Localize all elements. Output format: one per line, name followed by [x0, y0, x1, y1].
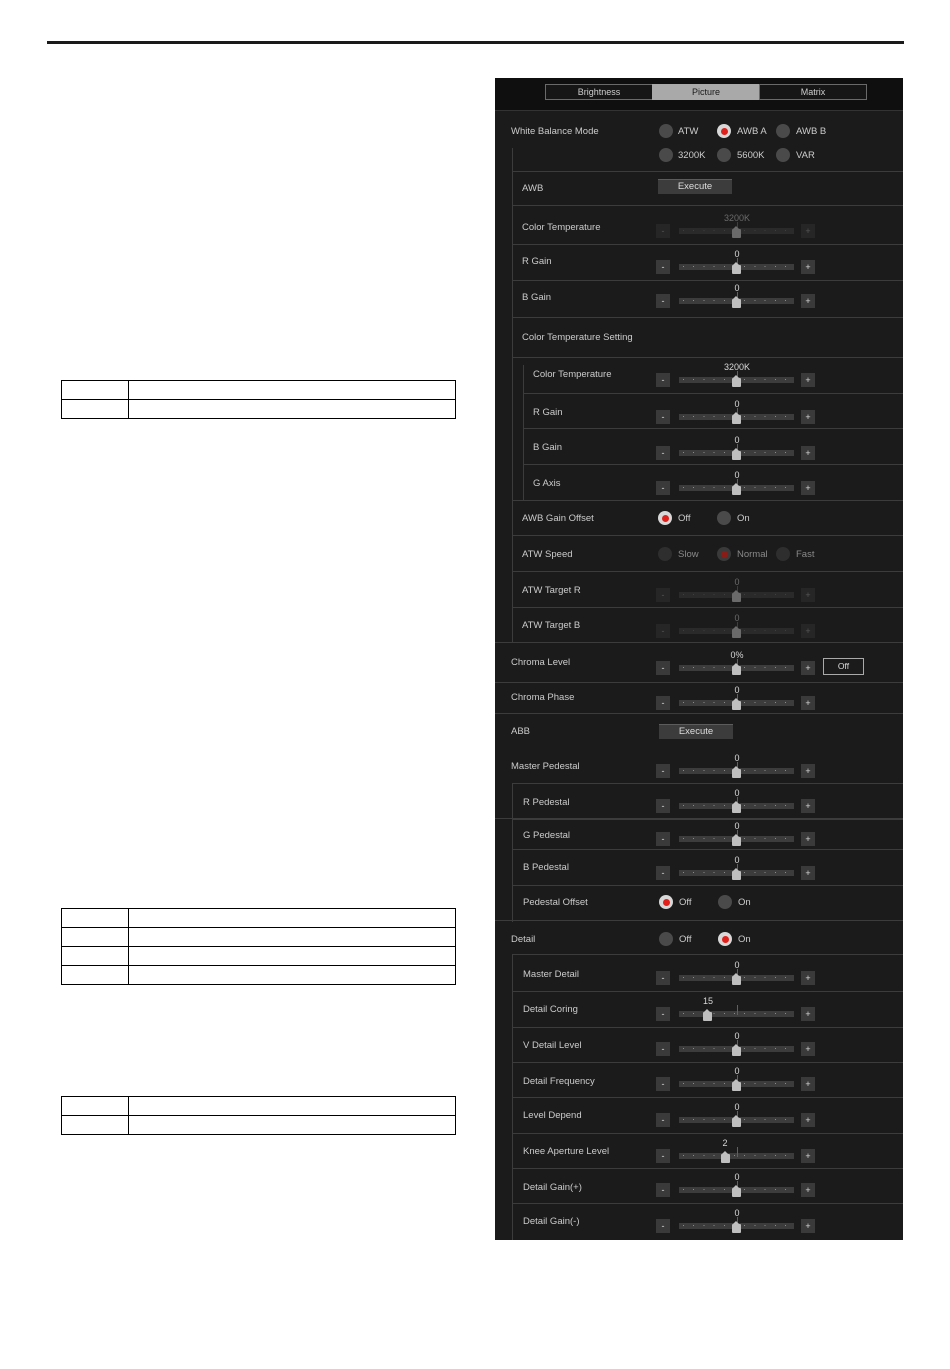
- blank-table-3: [61, 1096, 456, 1135]
- wb-radio-5600k[interactable]: [717, 148, 731, 162]
- wb-radio-awb-a[interactable]: [717, 124, 731, 138]
- color-temperature-plus-button[interactable]: +: [801, 224, 815, 238]
- divider: [495, 642, 903, 643]
- chroma-phase-value: 0: [734, 685, 740, 695]
- detail-label-off: Off: [679, 934, 692, 945]
- atw-speed-label-slow: Slow: [678, 549, 699, 560]
- b-pedestal-minus-button[interactable]: -: [656, 866, 670, 880]
- pedestal-offset-label-on: On: [738, 897, 751, 908]
- divider: [523, 393, 903, 394]
- cts-r-gain-slider-thumb[interactable]: [732, 415, 741, 424]
- divider: [512, 500, 903, 501]
- atw-target-r-plus-button[interactable]: +: [801, 588, 815, 602]
- atw-target-b-label: ATW Target B: [522, 620, 581, 631]
- wb-radio-atw[interactable]: [659, 124, 673, 138]
- chroma-level-slider-thumb[interactable]: [732, 666, 741, 675]
- v-detail-level-minus-button[interactable]: -: [656, 1042, 670, 1056]
- r-pedestal-slider-thumb[interactable]: [732, 804, 741, 813]
- wb-label-var: VAR: [796, 150, 815, 161]
- detail-gain-plus-plus-button[interactable]: +: [801, 1183, 815, 1197]
- indent-guide-wb: [512, 148, 513, 643]
- knee-aperture-level-slider-thumb[interactable]: [721, 1154, 730, 1163]
- divider: [512, 954, 903, 955]
- master-pedestal-value: 0: [734, 753, 740, 763]
- level-depend-value: 0: [734, 1102, 740, 1112]
- tab-matrix[interactable]: Matrix: [759, 84, 867, 100]
- divider: [512, 571, 903, 572]
- divider: [512, 1062, 903, 1063]
- pedestal-offset-radio-on[interactable]: [718, 895, 732, 909]
- abb-execute-button[interactable]: Execute: [659, 724, 733, 739]
- divider: [512, 244, 903, 245]
- chroma-level-minus-button[interactable]: -: [656, 661, 670, 675]
- b-pedestal-slider-thumb[interactable]: [732, 871, 741, 880]
- atw-target-b-minus-button[interactable]: -: [656, 624, 670, 638]
- r-gain-minus-button[interactable]: -: [656, 260, 670, 274]
- awb-label: AWB: [522, 183, 544, 194]
- atw-speed-label-fast: Fast: [796, 549, 815, 560]
- color-temperature-value: 3200K: [723, 213, 751, 223]
- divider: [512, 607, 903, 608]
- cts-g-axis-value: 0: [734, 470, 740, 480]
- divider: [523, 464, 903, 465]
- level-depend-minus-button[interactable]: -: [656, 1113, 670, 1127]
- divider: [512, 535, 903, 536]
- cts-b-gain-plus-button[interactable]: +: [801, 446, 815, 460]
- wb-label-atw: ATW: [678, 126, 699, 137]
- r-pedestal-plus-button[interactable]: +: [801, 799, 815, 813]
- g-pedestal-plus-button[interactable]: +: [801, 832, 815, 846]
- b-gain-slider-thumb[interactable]: [732, 299, 741, 308]
- color-temperature-minus-button[interactable]: -: [656, 224, 670, 238]
- master-pedestal-slider-thumb[interactable]: [732, 769, 741, 778]
- wb-radio-3200k[interactable]: [659, 148, 673, 162]
- detail-gain-plus-label: Detail Gain(+): [523, 1182, 582, 1193]
- cts-r-gain-minus-button[interactable]: -: [656, 410, 670, 424]
- awb-gain-offset-radio-on[interactable]: [717, 511, 731, 525]
- wb-label-5600k: 5600K: [737, 150, 765, 161]
- indent-guide-pedestal: [512, 784, 513, 922]
- atw-target-b-plus-button[interactable]: +: [801, 624, 815, 638]
- divider: [512, 205, 903, 206]
- detail-gain-minus-slider-thumb[interactable]: [732, 1224, 741, 1233]
- cts-g-axis-slider-thumb[interactable]: [732, 486, 741, 495]
- detail-gain-plus-slider-thumb[interactable]: [732, 1188, 741, 1197]
- detail-gain-minus-plus-button[interactable]: +: [801, 1219, 815, 1233]
- awb-gain-offset-label-on: On: [737, 513, 750, 524]
- b-pedestal-value: 0: [734, 855, 740, 865]
- g-pedestal-label: G Pedestal: [523, 830, 570, 841]
- r-gain-value: 0: [734, 249, 740, 259]
- divider: [512, 783, 903, 784]
- cts-r-gain-value: 0: [734, 399, 740, 409]
- color-temperature-label: Color Temperature: [522, 222, 601, 233]
- detail-coring-value: 15: [702, 996, 713, 1006]
- cts-g-axis-plus-button[interactable]: +: [801, 481, 815, 495]
- r-pedestal-value: 0: [734, 788, 740, 798]
- atw-target-r-minus-button[interactable]: -: [656, 588, 670, 602]
- cts-color-temperature-value: 3200K: [723, 362, 751, 372]
- cts-color-temperature-minus-button[interactable]: -: [656, 373, 670, 387]
- detail-coring-slider-thumb[interactable]: [703, 1012, 712, 1021]
- cts-color-temperature-label: Color Temperature: [533, 369, 612, 380]
- divider: [512, 1027, 903, 1028]
- tab-divider: [495, 110, 903, 111]
- cts-g-axis-label: G Axis: [533, 478, 561, 489]
- detail-radio-on[interactable]: [718, 932, 732, 946]
- atw-target-b-value: 0: [734, 613, 740, 623]
- detail-gain-plus-value: 0: [734, 1172, 740, 1182]
- detail-coring-plus-button[interactable]: +: [801, 1007, 815, 1021]
- r-pedestal-minus-button[interactable]: -: [656, 799, 670, 813]
- divider: [495, 818, 903, 819]
- master-detail-value: 0: [734, 960, 740, 970]
- pedestal-offset-label: Pedestal Offset: [523, 897, 588, 908]
- g-pedestal-value: 0: [734, 821, 740, 831]
- chroma-level-plus-button[interactable]: +: [801, 661, 815, 675]
- level-depend-plus-button[interactable]: +: [801, 1113, 815, 1127]
- knee-aperture-level-plus-button[interactable]: +: [801, 1149, 815, 1163]
- detail-frequency-plus-button[interactable]: +: [801, 1077, 815, 1091]
- b-gain-minus-button[interactable]: -: [656, 294, 670, 308]
- v-detail-level-label: V Detail Level: [523, 1040, 582, 1051]
- divider: [512, 849, 903, 850]
- v-detail-level-value: 0: [734, 1031, 740, 1041]
- b-gain-value: 0: [734, 283, 740, 293]
- knee-aperture-level-minus-button[interactable]: -: [656, 1149, 670, 1163]
- master-pedestal-minus-button[interactable]: -: [656, 764, 670, 778]
- master-detail-label: Master Detail: [523, 969, 579, 980]
- r-gain-label: R Gain: [522, 256, 552, 267]
- divider: [523, 428, 903, 429]
- page-header-rule: [47, 41, 904, 44]
- atw-target-r-label: ATW Target R: [522, 585, 581, 596]
- cts-b-gain-minus-button[interactable]: -: [656, 446, 670, 460]
- b-pedestal-plus-button[interactable]: +: [801, 866, 815, 880]
- atw-speed-radio-normal[interactable]: [717, 547, 731, 561]
- chroma-phase-slider-thumb[interactable]: [732, 701, 741, 710]
- r-pedestal-label: R Pedestal: [523, 797, 570, 808]
- wb-label-awb-b: AWB B: [796, 126, 827, 137]
- blank-table-1: [61, 380, 456, 419]
- b-gain-label: B Gain: [522, 292, 552, 303]
- detail-frequency-minus-button[interactable]: -: [656, 1077, 670, 1091]
- blank-table-2: [61, 908, 456, 985]
- detail-gain-minus-value: 0: [734, 1208, 740, 1218]
- atw-target-b-slider-thumb[interactable]: [732, 629, 741, 638]
- white-balance-mode-label: White Balance Mode: [511, 126, 599, 137]
- divider: [512, 280, 903, 281]
- v-detail-level-plus-button[interactable]: +: [801, 1042, 815, 1056]
- divider: [495, 713, 903, 714]
- detail-coring-label: Detail Coring: [523, 1004, 578, 1015]
- atw-speed-label-normal: Normal: [737, 549, 768, 560]
- detail-gain-minus-label: Detail Gain(-): [523, 1216, 580, 1227]
- cts-color-temperature-plus-button[interactable]: +: [801, 373, 815, 387]
- wb-radio-awb-b[interactable]: [776, 124, 790, 138]
- divider: [512, 357, 903, 358]
- master-detail-minus-button[interactable]: -: [656, 971, 670, 985]
- b-pedestal-label: B Pedestal: [523, 862, 569, 873]
- detail-coring-center-mark: [737, 1005, 738, 1015]
- abb-label: ABB: [511, 726, 531, 737]
- divider: [512, 171, 903, 172]
- divider: [512, 991, 903, 992]
- cts-color-temperature-slider-thumb[interactable]: [732, 378, 741, 387]
- color-temperature-slider-thumb[interactable]: [732, 229, 741, 238]
- color-temperature-setting-label: Color Temperature Setting: [522, 332, 633, 343]
- awb-gain-offset-radio-off[interactable]: [658, 511, 672, 525]
- divider: [512, 1168, 903, 1169]
- atw-target-r-slider-thumb[interactable]: [732, 593, 741, 602]
- detail-gain-minus-minus-button[interactable]: -: [656, 1219, 670, 1233]
- master-pedestal-plus-button[interactable]: +: [801, 764, 815, 778]
- atw-speed-label: ATW Speed: [522, 549, 573, 560]
- divider: [512, 1133, 903, 1134]
- awb-gain-offset-label-off: Off: [678, 513, 691, 524]
- detail-coring-minus-button[interactable]: -: [656, 1007, 670, 1021]
- pedestal-offset-radio-off[interactable]: [659, 895, 673, 909]
- knee-aperture-level-label: Knee Aperture Level: [523, 1146, 610, 1157]
- atw-target-r-value: 0: [734, 577, 740, 587]
- r-gain-plus-button[interactable]: +: [801, 260, 815, 274]
- cts-r-gain-plus-button[interactable]: +: [801, 410, 815, 424]
- detail-label-on: On: [738, 934, 751, 945]
- divider: [512, 885, 903, 886]
- chroma-level-value: 0%: [730, 650, 744, 660]
- chroma-level-label: Chroma Level: [511, 657, 571, 668]
- atw-speed-radio-fast[interactable]: [776, 547, 790, 561]
- pedestal-offset-label-off: Off: [679, 897, 692, 908]
- g-pedestal-minus-button[interactable]: -: [656, 832, 670, 846]
- divider: [495, 920, 903, 921]
- detail-radio-off[interactable]: [659, 932, 673, 946]
- knee-aperture-level-center-mark: [737, 1147, 738, 1157]
- tab-picture[interactable]: Picture: [652, 84, 760, 100]
- knee-aperture-level-value: 2: [722, 1138, 728, 1148]
- level-depend-slider-thumb[interactable]: [732, 1118, 741, 1127]
- divider: [495, 682, 903, 683]
- detail-frequency-label: Detail Frequency: [523, 1076, 595, 1087]
- chroma-level-toggle-button[interactable]: Off: [823, 658, 864, 675]
- cts-b-gain-value: 0: [734, 435, 740, 445]
- g-pedestal-slider-thumb[interactable]: [732, 837, 741, 846]
- wb-radio-var[interactable]: [776, 148, 790, 162]
- cts-g-axis-minus-button[interactable]: -: [656, 481, 670, 495]
- divider: [512, 1097, 903, 1098]
- indent-guide-cts: [523, 365, 524, 500]
- cts-b-gain-label: B Gain: [533, 442, 563, 453]
- tab-brightness[interactable]: Brightness: [545, 84, 653, 100]
- detail-frequency-value: 0: [734, 1066, 740, 1076]
- divider: [512, 1203, 903, 1204]
- v-detail-level-slider-thumb[interactable]: [732, 1047, 741, 1056]
- master-detail-plus-button[interactable]: +: [801, 971, 815, 985]
- divider: [512, 317, 903, 318]
- detail-frequency-slider-thumb[interactable]: [732, 1082, 741, 1091]
- master-detail-slider-thumb[interactable]: [732, 976, 741, 985]
- wb-label-awb-a: AWB A: [737, 126, 767, 137]
- detail-gain-plus-minus-button[interactable]: -: [656, 1183, 670, 1197]
- master-pedestal-label: Master Pedestal: [511, 761, 580, 772]
- wb-label-3200k: 3200K: [678, 150, 706, 161]
- tab-bar: [495, 78, 903, 110]
- divider: [512, 819, 903, 820]
- awb-gain-offset-label: AWB Gain Offset: [522, 513, 594, 524]
- cts-r-gain-label: R Gain: [533, 407, 563, 418]
- chroma-phase-plus-button[interactable]: +: [801, 696, 815, 710]
- chroma-phase-label: Chroma Phase: [511, 692, 575, 703]
- b-gain-plus-button[interactable]: +: [801, 294, 815, 308]
- level-depend-label: Level Depend: [523, 1110, 582, 1121]
- cts-b-gain-slider-thumb[interactable]: [732, 451, 741, 460]
- atw-speed-radio-slow[interactable]: [658, 547, 672, 561]
- awb-execute-button[interactable]: Execute: [658, 179, 732, 194]
- chroma-phase-minus-button[interactable]: -: [656, 696, 670, 710]
- detail-label: Detail: [511, 934, 536, 945]
- picture-settings-panel: [495, 78, 903, 1240]
- r-gain-slider-thumb[interactable]: [732, 265, 741, 274]
